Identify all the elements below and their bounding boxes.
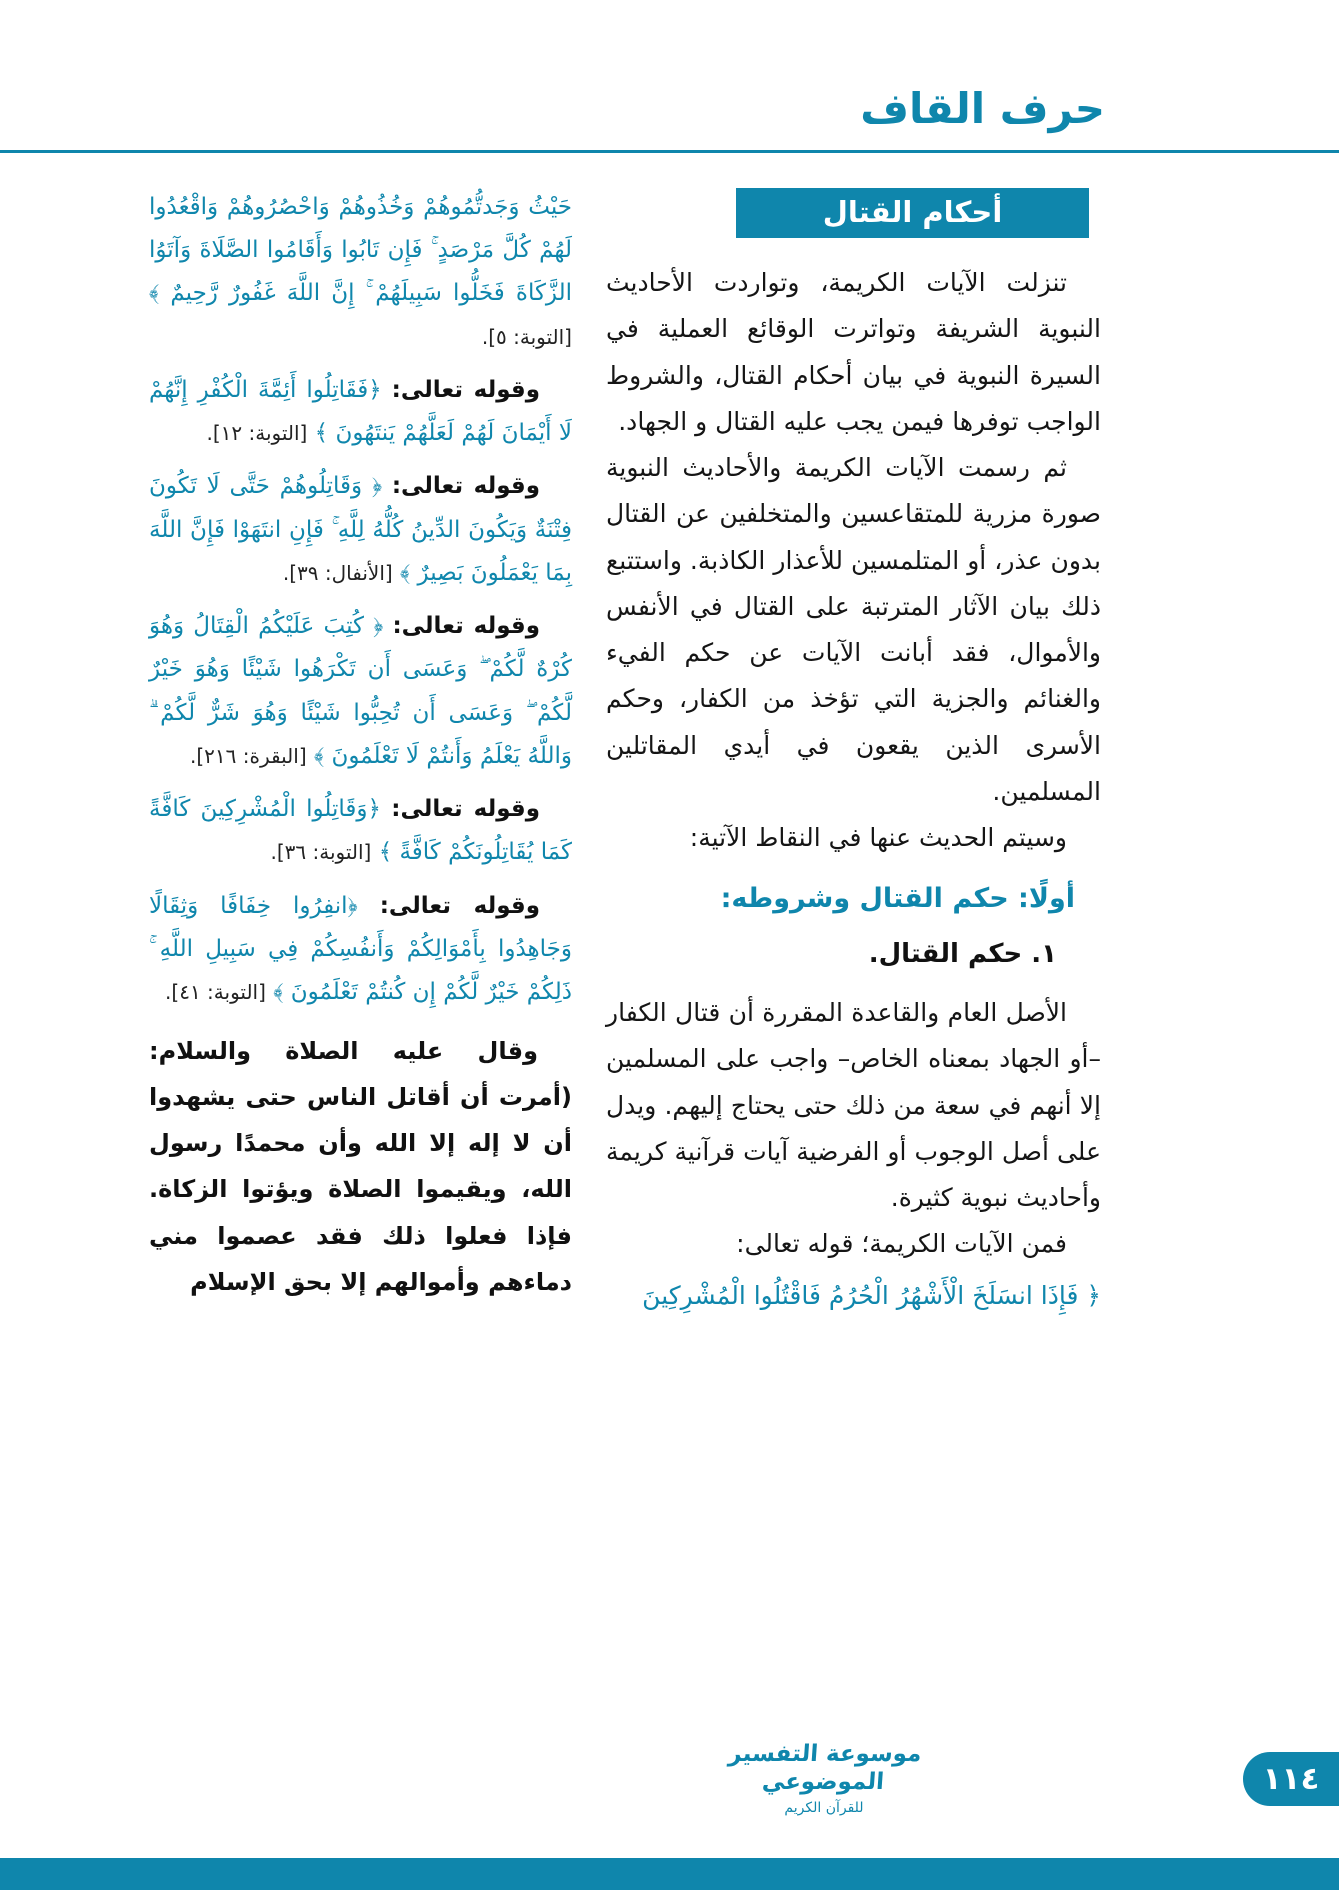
verses-column xyxy=(149,186,572,1305)
quran-verse: ﴿وَقَاتِلُوا الْمُشْرِكِينَ كَافَّةً كَمَا يُقَاتِلُونَكُمْ كَافَّةً ﴾ xyxy=(149,796,572,866)
main-column xyxy=(606,186,1101,1319)
paragraph: ثم رسمت الآيات الكريمة والأحاديث النبوية صورة مزرية للمتقاعسين والمتخلفين عن القتال بدون عذر، أو المتلمسين للأعذار الكاذبة. واستتبع ذلك بيان الآثار المترتبة على القتال في الأنفس والأموال، فقد أبانت الآيات عن حكم الفيء والغنائم والجزية التي تؤخذ من الكفار، وحكم الأسرى الذين يقعون في أيدي المقاتلين المسلمين. xyxy=(606,453,1101,806)
footer-bar xyxy=(0,1858,1339,1890)
header-rule xyxy=(0,150,1339,153)
hadith-text: وقال عليه الصلاة والسلام: (أمرت أن أقاتل الناس حتى يشهدوا أن لا إله إلا الله وأن محمدًا رسول الله، ويقيموا الصلاة ويؤتوا الزكاة. فإذا فعلوا ذلك فقد عصموا مني دماءهم وأموالهم إلا بحق الإسلام xyxy=(149,1037,572,1296)
paragraph: وسيتم الحديث عنها في النقاط الآتية: xyxy=(689,823,1067,852)
verse-block xyxy=(149,369,572,455)
verse-block xyxy=(149,788,572,874)
verse-reference: [البقرة: ٢١٦]. xyxy=(190,743,307,768)
quran-verse: ﴿ فَإِذَا انسَلَخَ الْأَشْهُرُ الْحُرُمُ فَاقْتُلُوا الْمُشْرِكِينَ xyxy=(642,1280,1101,1310)
quran-verse: حَيْثُ وَجَدتُّمُوهُمْ وَخُذُوهُمْ وَاحْصُرُوهُمْ وَاقْعُدُوا لَهُمْ كُلَّ مَرْصَدٍ ۚ فَإِن تَابُوا وَأَقَامُوا الصَّلَاةَ وَآتَوُا الزَّكَاةَ فَخَلُّوا سَبِيلَهُمْ ۚ إِنَّ اللَّهَ غَفُورٌ رَّحِيمٌ ﴾ xyxy=(149,194,572,307)
subheading-ruling: ١. حكم القتال. xyxy=(868,939,1057,970)
verse-reference: [التوبة: ١٢]. xyxy=(206,421,308,446)
quran-verse: ﴿انفِرُوا خِفَافًا وَثِقَالًا وَجَاهِدُوا بِأَمْوَالِكُمْ وَأَنفُسِكُمْ فِي سَبِيلِ اللَّهِ ۚ ذَلِكُمْ خَيْرٌ لَّكُمْ إِن كُنتُمْ تَعْلَمُونَ ﴾ xyxy=(149,892,572,1005)
verse-intro: وقوله تعالى: xyxy=(392,613,540,640)
verse-block xyxy=(149,605,572,778)
logo-subtitle: للقرآن الكريم xyxy=(784,1800,864,1816)
subheading-first: أولًا: حكم القتال وشروطه: xyxy=(720,883,1075,915)
verse-reference: [التوبة: ٤١]. xyxy=(165,979,266,1004)
verse-block xyxy=(149,885,572,1015)
logo-title: موسوعة التفسير الموضوعي xyxy=(727,1740,923,1795)
verse-block xyxy=(149,186,572,359)
verse-intro: وقوله تعالى: xyxy=(391,796,540,823)
verse-lead-in: فمن الآيات الكريمة؛ قوله تعالى: xyxy=(736,1229,1067,1259)
verse-intro: وقوله تعالى: xyxy=(379,892,541,919)
verse-block xyxy=(149,465,572,595)
verse-reference: [التوبة: ٥]. xyxy=(481,324,572,349)
verse-intro: وقوله تعالى: xyxy=(391,473,540,500)
paragraph: تنزلت الآيات الكريمة، وتواردت الأحاديث النبوية الشريفة وتواترت الوقائع العملية في السيرة النبوية في بيان أحكام القتال، والشروط الواجب توفرها فيمن يجب عليه القتال و الجهاد. xyxy=(606,268,1101,436)
quran-verse: ﴿فَقَاتِلُوا أَئِمَّةَ الْكُفْرِ إِنَّهُمْ لَا أَيْمَانَ لَهُمْ لَعَلَّهُمْ يَنتَهُونَ ﴾ xyxy=(149,376,572,447)
content-columns xyxy=(149,186,1101,1319)
quran-verse: ﴿ وَقَاتِلُوهُمْ حَتَّى لَا تَكُونَ فِتْنَةٌ وَيَكُونَ الدِّينُ كُلُّهُ لِلَّهِ ۚ فَإِنِ انتَهَوْا فَإِنَّ اللَّهَ بِمَا يَعْمَلُونَ بَصِيرٌ ﴾ xyxy=(149,473,572,586)
publisher-logo xyxy=(709,1741,939,1816)
section-header-box: أحكام القتال xyxy=(736,188,1089,238)
page-number-badge: ١١٤ xyxy=(1243,1752,1339,1806)
verse-intro: وقوله تعالى: xyxy=(391,376,540,403)
paragraph: الأصل العام والقاعدة المقررة أن قتال الكفار –أو الجهاد بمعناه الخاص– واجب على المسلمين إلا أنهم في سعة من ذلك حتى يحتاج إليهم. ويدل على أصل الوجوب أو الفرضية آيات قرآنية كريمة وأحاديث نبوية كثيرة. xyxy=(606,998,1101,1213)
verse-reference: [الأنفال: ٣٩]. xyxy=(282,560,393,585)
chapter-title: حرف القاف xyxy=(860,84,1105,133)
verse-reference: [التوبة: ٣٦]. xyxy=(270,840,372,865)
quran-verse: ﴿ كُتِبَ عَلَيْكُمُ الْقِتَالُ وَهُوَ كُرْهٌ لَّكُمْ ۖ وَعَسَى أَن تَكْرَهُوا شَيْئًا وَهُوَ خَيْرٌ لَّكُمْ ۖ وَعَسَى أَن تُحِبُّوا شَيْئًا وَهُوَ شَرٌّ لَّكُمْ ۗ وَاللَّهُ يَعْلَمُ وَأَنتُمْ لَا تَعْلَمُونَ ﴾ xyxy=(149,613,572,769)
